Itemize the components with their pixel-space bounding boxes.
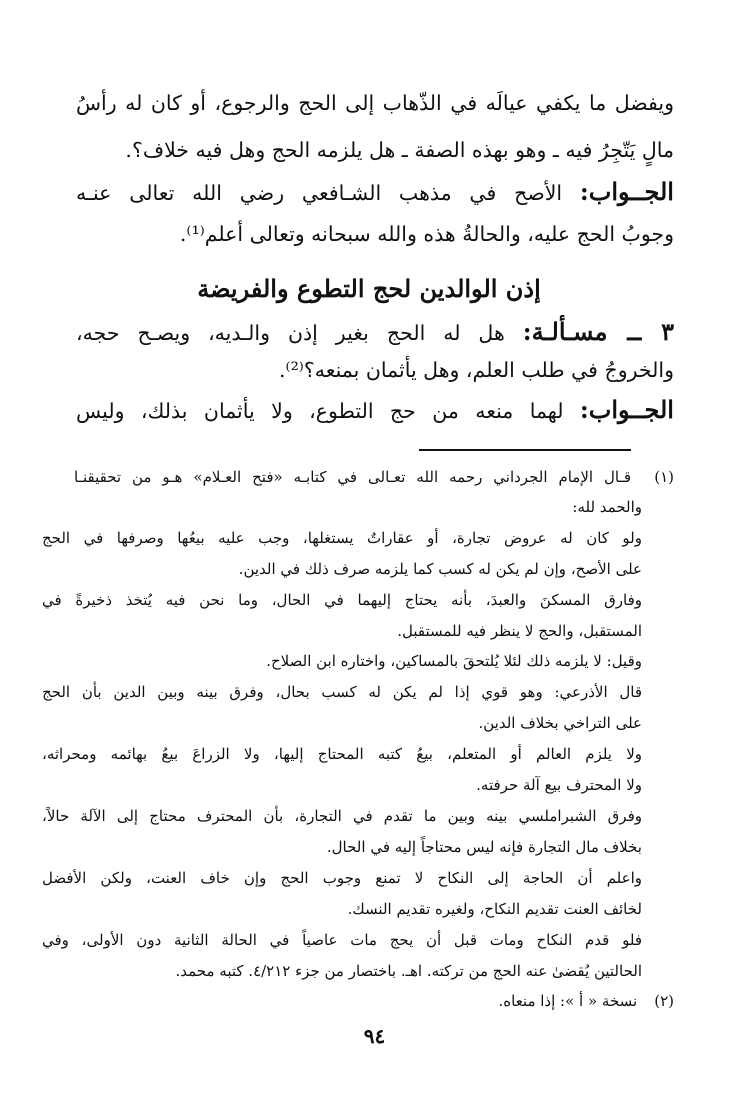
section-heading: إذن الوالدين لحج التطوع والفريضة: [197, 274, 541, 303]
question-3-label: ٣ ــ مسـألـة:: [522, 317, 674, 346]
footnote-1-line-3: ولو كان له عروض تجارة، أو عقاراتٌ يستغلها، وجب عليه بيعُها وصرفها في الحج: [42, 529, 642, 547]
footnote-1-line-4: على الأصح، وإن لم يكن له كسب كما يلزمه صرف ذلك في الدين.: [238, 560, 642, 578]
answer-3-line-1: [76, 395, 674, 424]
question-1-line-1: ويفضل ما يكفي عيالَه في الذّهاب إلى الحج والرجوع، أو كان له رأسُ: [76, 91, 674, 115]
footnote-1-line-13: بخلاف مال التجارة فإنه ليس محتاجاً إليه في الحال.: [326, 838, 642, 856]
footnote-1-line-16: فلو قدم النكاح ومات قبل أن يحج مات عاصياً في الحالة الثانية دون الأولى، وفي: [42, 931, 642, 949]
answer-3-label: الجــواب:: [579, 395, 674, 424]
footnote-1-line-17: الحالتين يُقضىٰ عنه الحج من تركته. اهـ. باختصار من جزء ٤/٢١٢. كتبه محمد.: [175, 962, 642, 980]
footnote-1-line-10: ولا يلزم العالم أو المتعلم، بيعُ كتبه المحتاج إليها، ولا الزراعَ بيعُ بهائمه ومحراثه،: [42, 745, 642, 763]
footnote-1-line-1: [74, 470, 674, 485]
footnote-2: [74, 994, 674, 1009]
answer-1-line-1: [76, 177, 674, 206]
footnote-1-number: (١): [654, 468, 674, 486]
footnote-1-line-7: وقيل: لا يلزمه ذلك لئلا يُلتحقَ بالمساكين، واختاره ابن الصلاح.: [266, 652, 642, 670]
question-3-line-2: والخروجُ في طلب العلم، وهل يأثمان بمنعه؟⁽²⁾.: [279, 358, 674, 382]
footnote-1-line-11: ولا المحترف بيع آلة حرفته.: [476, 776, 642, 794]
answer-1-line-2: وجوبُ الحج عليه، والحالةُ هذه والله سبحانه وتعالى أعلم⁽¹⁾.: [179, 222, 674, 246]
footnote-1-line-15: لخائف العنت تقديم النكاح، ولغيره تقديم النسك.: [347, 900, 642, 918]
question-1-line-2: مالٍ يَتّجِرُ فيه ـ وهو بهذه الصفة ـ هل يلزمه الحج وهل فيه خلاف؟.: [125, 138, 674, 162]
question-3-line-1: [76, 317, 674, 346]
footnote-1-line-5: وفارق المسكنَ والعبدَ، بأنه يحتاج إليهما في الحال، وما نحن فيه يُتخذ ذخيرةً في: [42, 591, 642, 609]
footnote-1-line-12: وفرق الشبراملسي بينه وبين ما تقدم في التجارة، بأن المحترف محتاج إلى الآلة حالاً،: [42, 807, 642, 825]
footnote-1-line-2: والحمد لله:: [572, 498, 642, 516]
question-3-line-1-text: هل له الحج بغير إذن والـديه، ويصـح حجه،: [76, 321, 505, 345]
footnote-1-line-14: واعلم أن الحاجة إلى النكاح لا تمنع وجوب الحج وإن خاف العنت، ولكن الأفضل: [42, 869, 642, 887]
footnote-1-line-1-text: قـال الإمام الجرداني رحمه الله تعـالى في كتابـه «فتح العـلام» هـو من تحقيقنـا: [74, 468, 632, 486]
footnote-2-text: نسخة « أ »: إذا منعاه.: [498, 992, 638, 1010]
page-number: ٩٤: [363, 1024, 386, 1048]
footnote-separator: [419, 449, 631, 451]
footnote-1-line-9: على التراخي بخلاف الدين.: [478, 714, 642, 732]
footnote-1-line-6: المستقبل، والحج لا ينظر فيه للمستقبل.: [397, 622, 642, 640]
footnote-2-number: (٢): [654, 992, 674, 1010]
footnote-1-line-8: قال الأذرعي: وهو قوي إذا لم يكن له كسب بحال، وفرق بينه وبين الدين بأن الحج: [42, 683, 642, 701]
answer-1-line-1-text: الأصح في مذهب الشـافعي رضي الله تعالى عنـه: [76, 181, 563, 205]
answer-1-label: الجــواب:: [579, 177, 674, 206]
answer-3-line-1-text: لهما منعه من حج التطوع، ولا يأثمان بذلك، وليس: [76, 399, 564, 423]
